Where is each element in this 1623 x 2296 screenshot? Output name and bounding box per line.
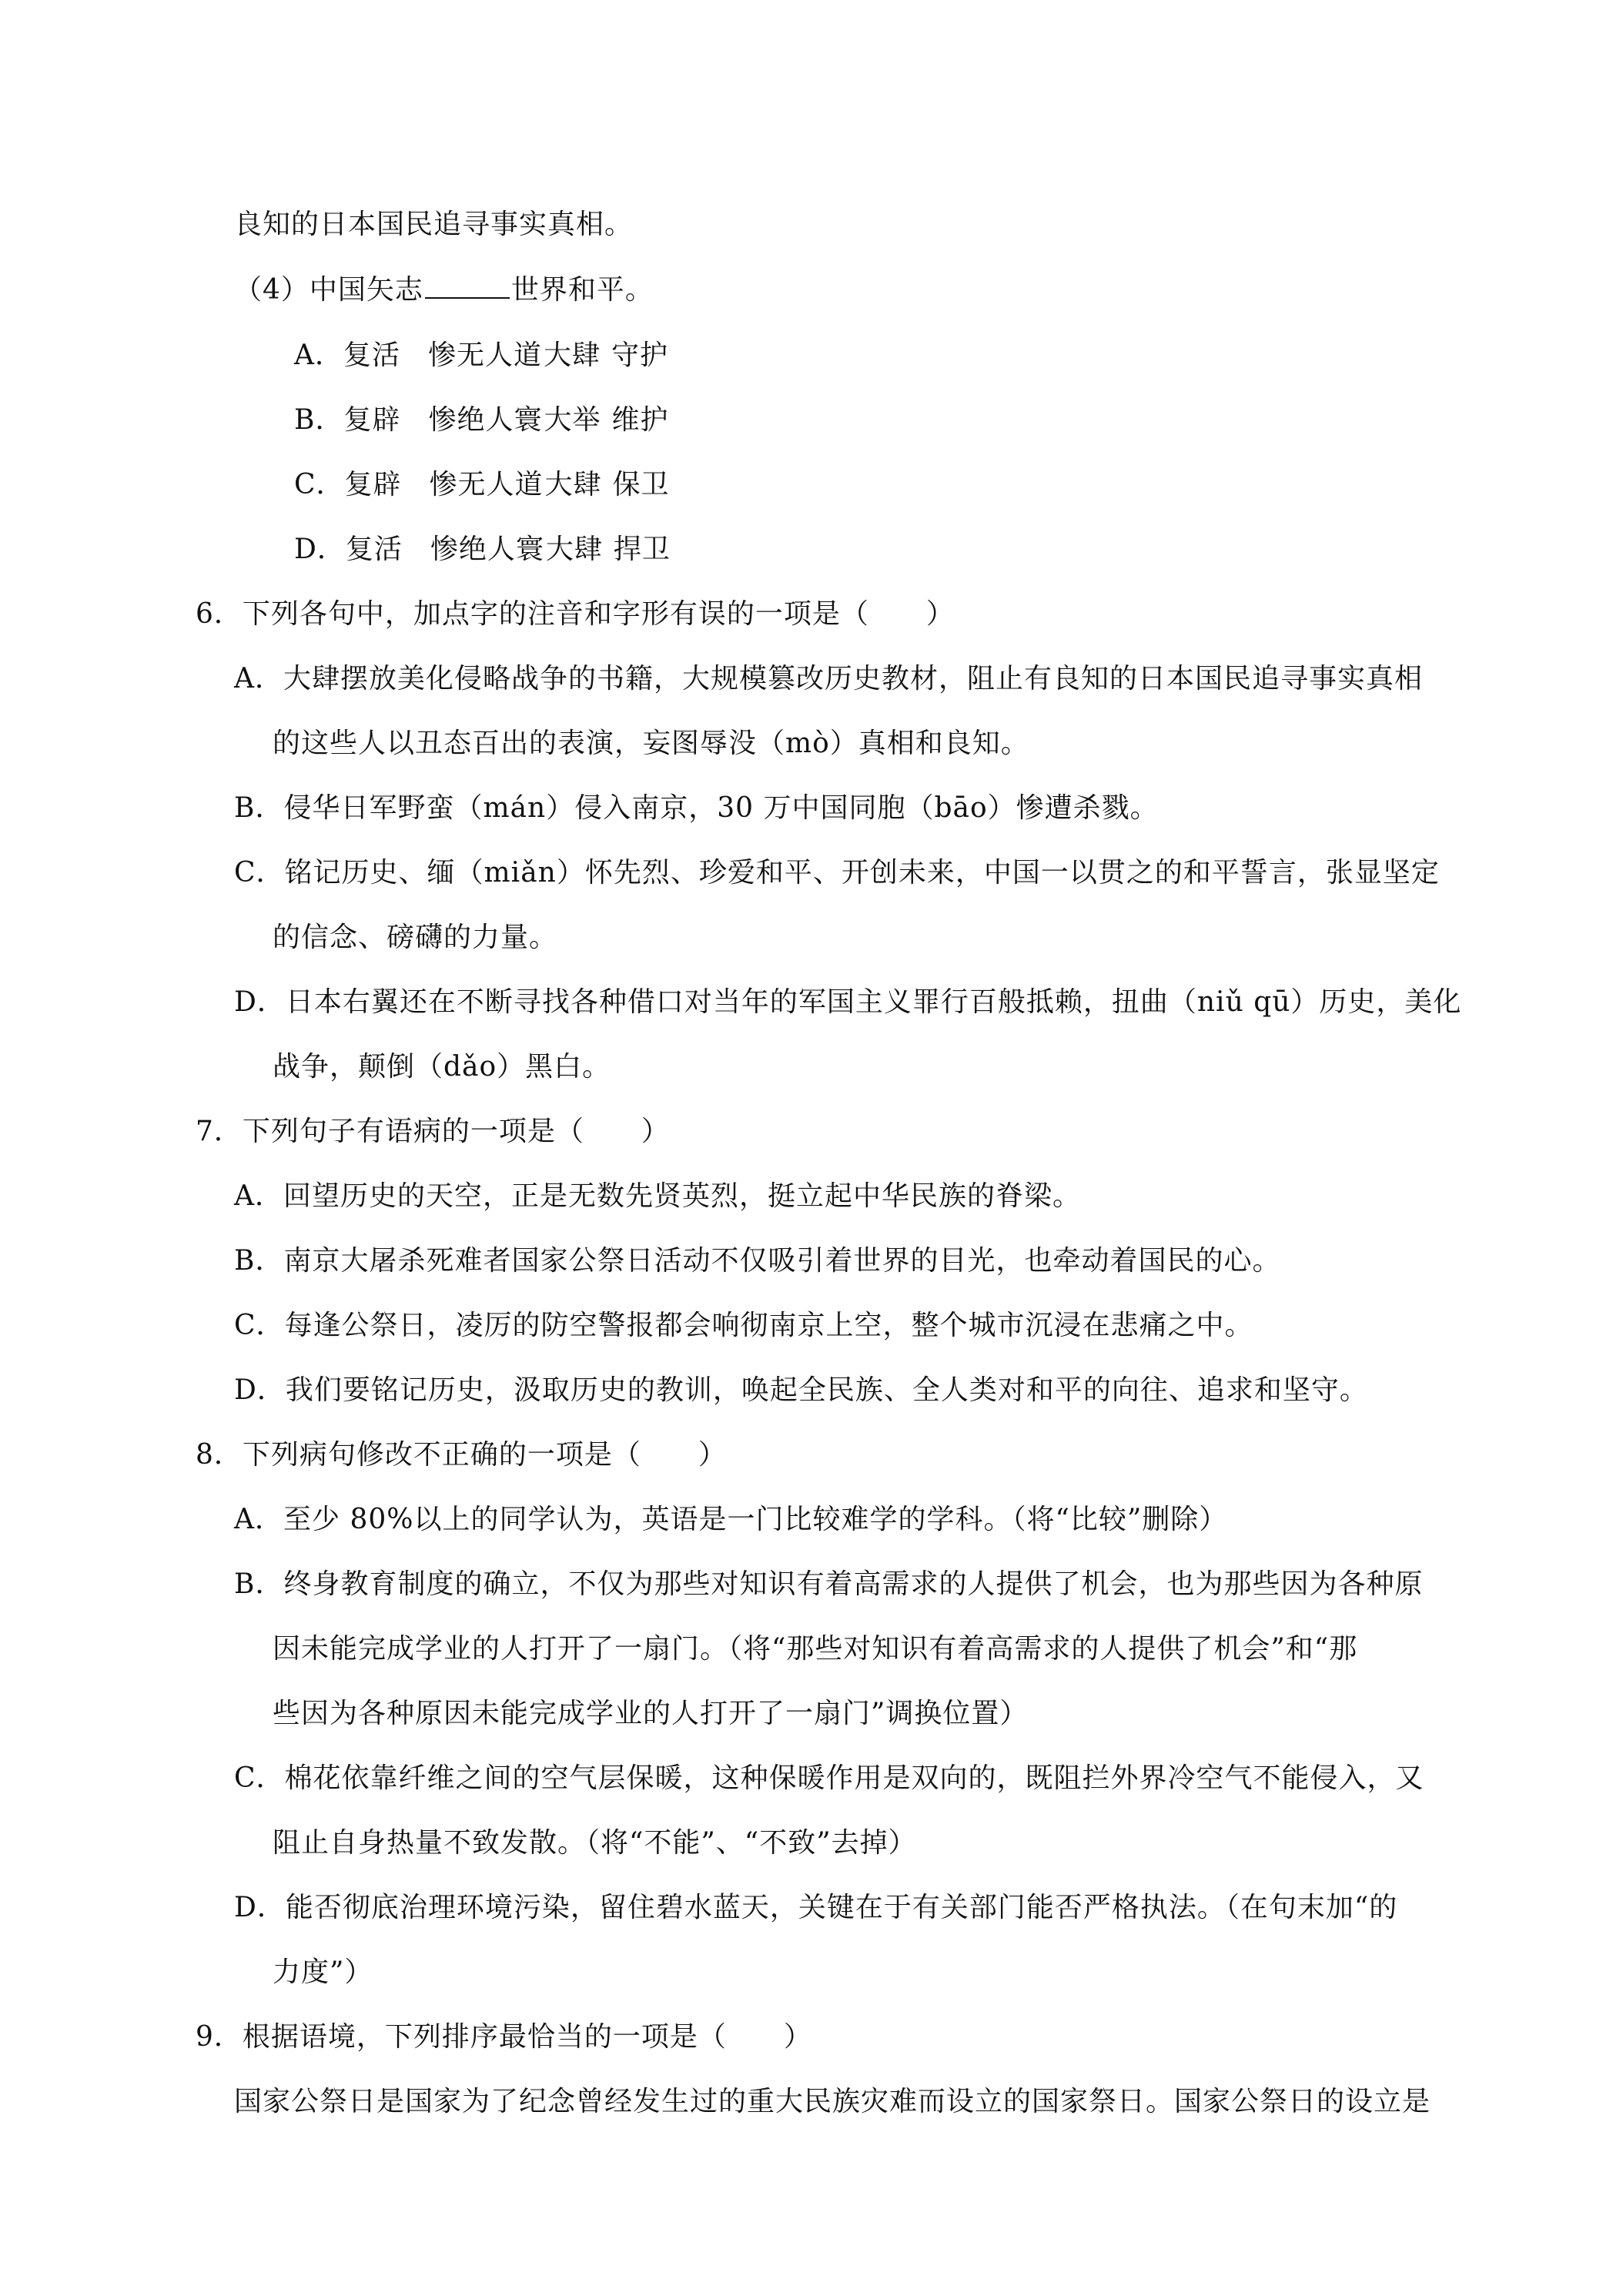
q6-option-b: B．侵华日军野蛮（mán）侵入南京，30 万中国同胞（bāo）惨遭杀戮。: [234, 792, 1159, 824]
option-word: 大肆: [544, 469, 602, 500]
option-word: 大举: [544, 404, 601, 436]
option-letter: D．: [294, 534, 346, 565]
q8-option-c-cont: 阻止自身热量不致发散。（将“不能”、“不致”去掉）: [273, 1827, 917, 1859]
q8-option-b: B．终身教育制度的确立，不仅为那些对知识有着高需求的人提供了机会，也为那些因为各种原: [234, 1568, 1424, 1600]
question-text: （4）中国矢志: [234, 274, 423, 306]
q7-option-c: C．每逢公祭日，凌厉的防空警报都会响彻南京上空，整个城市沉浸在悲痛之中。: [234, 1310, 1253, 1341]
q6-option-c-cont: 的信念、磅礴的力量。: [273, 922, 558, 953]
option-word: 维护: [611, 404, 669, 436]
q7-option-b: B．南京大屠杀死难者国家公祭日活动不仅吸引着世界的目光，也牵动着国民的心。: [234, 1245, 1281, 1277]
q8-option-b-cont: 些因为各种原因未能完成学业的人打开了一扇门”调换位置）: [273, 1698, 1029, 1729]
option-row: [294, 533, 671, 567]
q8-option-a: A．至少 80%以上的同学认为，英语是一门比较难学的学科。（将“比较”删除）: [234, 1504, 1228, 1535]
option-word: 大肆: [545, 534, 603, 565]
option-word: 保卫: [612, 469, 670, 500]
q7-option-a: A．回望历史的天空，正是无数先贤英烈，挺立起中华民族的脊梁。: [234, 1180, 1081, 1212]
q6-option-a-cont: 的这些人以丑态百出的表演，妄图辱没（mò）真相和良知。: [273, 728, 1029, 759]
option-word: 惨绝人寰: [428, 404, 543, 436]
option-letter: A．: [294, 340, 343, 371]
option-row: [294, 403, 668, 437]
q6-option-d-cont: 战争，颠倒（dǎo）黑白。: [273, 1051, 611, 1083]
text-line: 良知的日本国民追寻事实真相。: [234, 209, 634, 240]
q7-option-d: D．我们要铭记历史，汲取历史的教训，唤起全民族、全人类对和平的向往、追求和坚守。: [234, 1374, 1368, 1406]
question-text: 世界和平。: [510, 274, 654, 306]
option-word: 守护: [611, 340, 669, 371]
option-letter: C．: [294, 469, 345, 500]
question-6-stem: 6．下列各句中，加点字的注音和字形有误的一项是（ ）: [196, 598, 955, 630]
option-word: 惨无人道: [428, 340, 543, 371]
question-7-stem: 7．下列句子有语病的一项是（ ）: [196, 1116, 670, 1147]
option-word: 复辟: [344, 469, 402, 500]
q8-option-c: C．棉花依靠纤维之间的空气层保暖，这种保暖作用是双向的，既阻拦外界冷空气不能侵入，又: [234, 1762, 1424, 1794]
option-word: 复活: [343, 340, 401, 371]
question-9-stem: 9．根据语境，下列排序最恰当的一项是（ ）: [196, 2021, 812, 2053]
option-word: 复活: [345, 534, 403, 565]
option-word: 捍卫: [613, 534, 671, 565]
q6-option-d: D．日本右翼还在不断寻找各种借口对当年的军国主义罪行百般抵赖，扭曲（niǔ qū）历史，美化: [234, 986, 1462, 1018]
q8-option-d: D．能否彻底治理环境污染，留住碧水蓝天，关键在于有关部门能否严格执法。（在句末加“的: [234, 1892, 1398, 1923]
q8-option-d-cont: 力度”）: [273, 1956, 373, 1988]
option-row: [294, 468, 670, 502]
option-word: 惨绝人寰: [430, 534, 544, 565]
option-word: 复辟: [343, 404, 401, 436]
option-row: [294, 339, 668, 373]
option-letter: B．: [294, 404, 344, 436]
fill-in-question-4: [234, 273, 654, 307]
q6-option-c: C．铭记历史、缅（miǎn）怀先烈、珍爱和平、开创未来，中国一以贯之的和平誓言，张显坚定: [234, 857, 1440, 889]
option-word: 惨无人道: [429, 469, 544, 500]
q8-option-b-cont: 因未能完成学业的人打开了一扇门。（将“那些对知识有着高需求的人提供了机会”和“那: [273, 1633, 1358, 1665]
answer-blank: [425, 274, 510, 299]
q9-passage: 国家公祭日是国家为了纪念曾经发生过的重大民族灾难而设立的国家祭日。国家公祭日的设立是: [234, 2086, 1431, 2117]
option-word: 大肆: [544, 340, 601, 371]
question-8-stem: 8．下列病句修改不正确的一项是（ ）: [196, 1439, 727, 1471]
q6-option-a: A．大肆摆放美化侵略战争的书籍，大规模篡改历史教材，阻止有良知的日本国民追寻事实真相: [234, 663, 1423, 694]
